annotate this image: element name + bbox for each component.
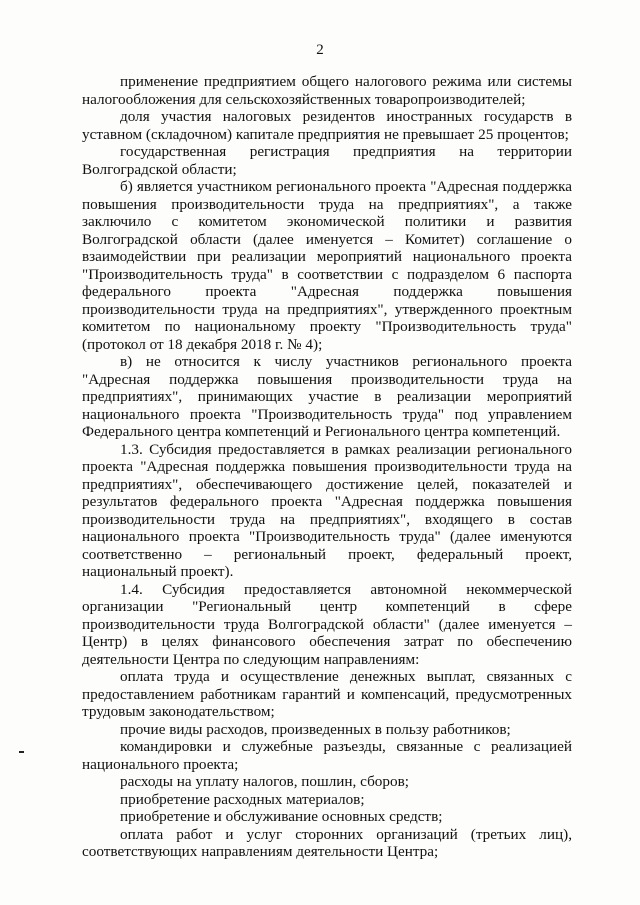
list-item-other-expenses: прочие виды расходов, произведенных в пользу работников; [120,720,511,738]
list-item-third-party-services: оплата работ и услуг сторонних организаций (третьих лиц), соответствующих направлениям деятельности Центра; [82,825,572,860]
margin-mark [19,751,24,753]
paragraph-foreign-share: доля участия налоговых резидентов иностранных государств в уставном (складочном) капитале предприятия не превышает 25 процентов; [82,108,572,143]
page-number: 2 [316,42,324,58]
paragraph-item-b: б) является участником регионального проекта "Адресная поддержка повышения производительности труда на предприятиях", а также заключило с комитетом экономической политики и развития Волгоградской области (далее именуется – Комитет) соглашение о взаимодействии при реализации мероприятий национального проекта "Производительность труда" в соответствии с подразделом 6 паспорта федерального проекта "Адресная поддержка повышения производительности труда на предприятиях", утвержденного проектным комитетом по национальному проекту "Производительность труда" (протокол от 18 декабря 2018 г. № 4); [82,178,572,353]
list-item-consumables: приобретение расходных материалов; [120,790,365,808]
list-item-taxes: расходы на уплату налогов, пошлин, сборов; [120,773,409,790]
paragraph-1-3: 1.3. Субсидия предоставляется в рамках реализации регионального проекта "Адресная поддержка повышения производительности труда на предприятиях", обеспечивающего достижение целей, показателей и результатов федерального проекта "Адресная поддержка повышения производительности труда на предприятиях", входящего в состав национального проекта "Производительность труда" (далее именуются соответственно – региональный проект, федеральный проект, национальный проект). [82,440,572,580]
paragraph-registration: государственная регистрация предприятия на территории Волгоградской области; [82,143,572,178]
document-body [82,73,572,861]
paragraph-item-v: в) не относится к числу участников регионального проекта "Адресная поддержка повышения производительности труда на предприятиях", принимающих участие в реализации мероприятий национального проекта "Производительность труда" под управлением Федерального центра компетенций и Регионального центра компетенций. [82,353,572,440]
list-item-business-trips: командировки и служебные разъезды, связанные с реализацией национального проекта; [82,738,572,773]
list-item-fixed-assets: приобретение и обслуживание основных средств; [120,808,443,825]
paragraph-1-4: 1.4. Субсидия предоставляется автономной некоммерческой организации "Региональный центр компетенций в сфере производительности труда Волгоградской области" (далее именуется – Центр) в целях финансового обеспечения затрат по обеспечению деятельности Центра по следующим направлениям: [82,580,572,668]
paragraph-tax-regime: применение предприятием общего налогового режима или системы налогообложения для сельскохозяйственных товаропроизводителей; [82,73,572,108]
list-item-wages: оплата труда и осуществление денежных выплат, связанных с предоставлением работникам гарантий и компенсаций, предусмотренных трудовым законодательством; [82,668,572,720]
